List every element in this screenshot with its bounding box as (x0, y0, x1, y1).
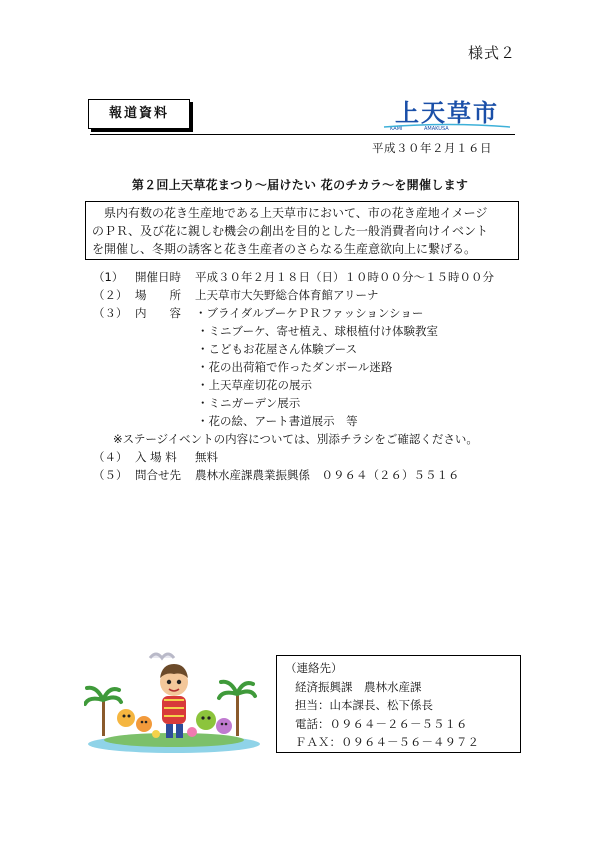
contact-box (276, 655, 521, 753)
city-logo (380, 96, 514, 132)
summary-line-3: を開催し、冬期の誘客と花き生産者のさらなる生産意欲向上に繋げる。 (92, 242, 477, 256)
summary-line-2: のＰＲ、及び花に親しむ機会の創出を目的とした一般消費者向けイベント (92, 224, 489, 238)
summary-box (85, 201, 519, 260)
header-rule (90, 134, 515, 135)
logo-text: 上天草市 (395, 99, 499, 127)
detail-value: 平成３０年２月１８日（日）１０時００分～１５時００分 (195, 270, 494, 284)
event-details (93, 268, 533, 484)
document-title: 第２回上天草花まつり～届けたい 花のチカラ～を開催します (131, 178, 469, 192)
detail-label: 場 所 (135, 288, 181, 302)
detail-label: 内 容 (135, 306, 181, 320)
stage-event-note: ※ステージイベントの内容については、別添チラシをご確認ください。 (113, 432, 478, 446)
contact-phone: 電話：０９６４－２６－５５１６ (295, 716, 468, 731)
detail-number: （1） (93, 270, 124, 284)
detail-number: （４） (93, 450, 128, 464)
logo-sub-right: AMAKUSA (424, 126, 449, 132)
detail-label: 入 場 料 (135, 450, 177, 464)
detail-label: 開催日時 (135, 270, 181, 284)
press-release-label: 報道資料 (88, 99, 190, 129)
contact-fax: ＦＡＸ：０９６４－５６－４９７２ (295, 735, 479, 749)
content-item: ・花の出荷箱で作ったダンボール迷路 (197, 360, 393, 374)
content-item: ・こどもお花屋さん体験ブース (197, 342, 358, 356)
detail-label: 問合せ先 (135, 468, 181, 482)
contact-heading: （連絡先） (285, 661, 343, 675)
form-number: 様式２ (468, 44, 517, 62)
detail-venue-row (93, 286, 533, 304)
content-item: ・ミニブーケ、寄せ植え、球根植付け体験教室 (197, 324, 439, 338)
detail-inquiry-row (93, 466, 533, 484)
contact-persons: 担当：山本課長、松下係長 (295, 698, 433, 712)
mascot-illustration (84, 648, 264, 754)
logo-sub-left: KAMI (390, 126, 403, 132)
detail-value: 無料 (195, 450, 218, 464)
detail-value: ・ブライダルブーケＰＲファッションショー (195, 306, 424, 320)
contact-departments: 経済振興課 農林水産課 (295, 679, 422, 694)
detail-content-row (93, 304, 533, 322)
release-date: 平成３０年２月１６日 (372, 141, 492, 155)
content-item: ・ミニガーデン展示 (197, 396, 301, 410)
detail-number: （２） (93, 288, 128, 302)
detail-number: （５） (93, 468, 128, 482)
detail-value: 農林水産課農業振興係 ０９６４（２６）５５１６ (195, 468, 460, 482)
detail-value: 上天草市大矢野総合体育館アリーナ (195, 288, 379, 302)
summary-line-1: 県内有数の花き生産地である上天草市において、市の花き産地イメージ (104, 206, 488, 220)
detail-fee-row (93, 448, 533, 466)
content-item: ・花の絵、アート書道展示 等 (197, 414, 358, 428)
content-item: ・上天草産切花の展示 (197, 378, 312, 392)
detail-number: （３） (93, 306, 128, 320)
detail-date-row (93, 268, 533, 286)
